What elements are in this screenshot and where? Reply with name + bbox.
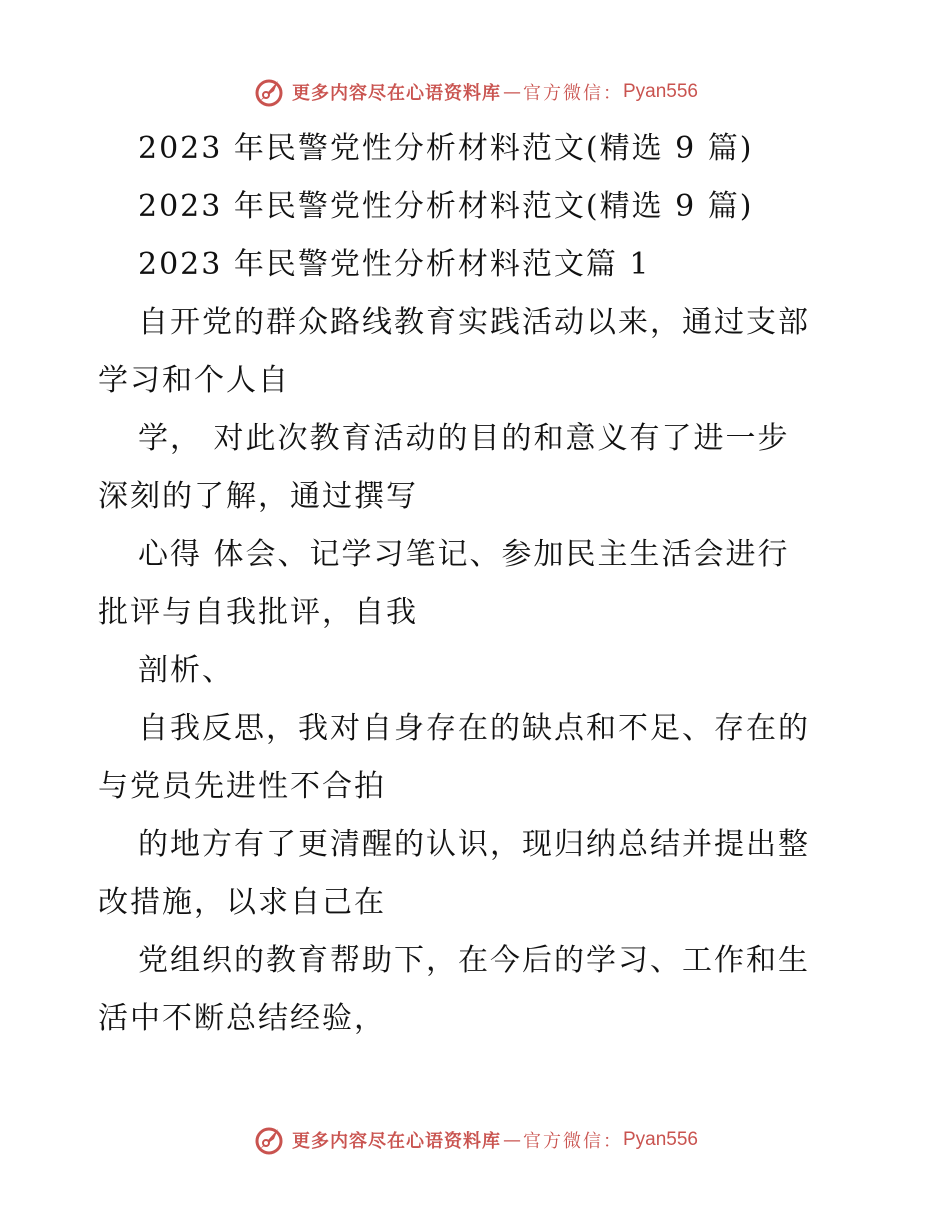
text-line: 活中不断总结经验， bbox=[98, 1001, 386, 1036]
text-line: 学， 对此次教育活动的目的和意义有了进一步 bbox=[138, 421, 790, 456]
text-line: 与党员先进性不合拍 bbox=[98, 769, 386, 804]
text-line: 2023 年民警党性分析材料范文(精选 9 篇) bbox=[138, 131, 754, 166]
watermark-separator: — bbox=[502, 81, 521, 103]
text-line: 深刻的了解，通过撰写 bbox=[98, 479, 418, 514]
quill-pen-icon bbox=[252, 75, 286, 109]
watermark-label: 官方微信： bbox=[522, 1131, 623, 1152]
text-line: 的地方有了更清醒的认识，现归纳总结并提出整 bbox=[138, 827, 810, 862]
watermark-brand: 更多内容尽在心语资料库 bbox=[291, 83, 501, 104]
text-line: 自我反思，我对自身存在的缺点和不足、存在的 bbox=[138, 711, 810, 746]
watermark-label: 官方微信： bbox=[522, 83, 623, 104]
watermark-brand: 更多内容尽在心语资料库 bbox=[291, 1131, 501, 1152]
text-line: 改措施，以求自己在 bbox=[98, 885, 386, 920]
text-line: 心得 体会、记学习笔记、参加民主生活会进行 bbox=[138, 537, 790, 572]
document-body bbox=[98, 120, 858, 1048]
text-line: 2023 年民警党性分析材料范文篇 1 bbox=[138, 247, 651, 282]
text-line: 自开党的群众路线教育实践活动以来，通过支部 bbox=[138, 305, 810, 340]
watermark-handle: Pyan556 bbox=[622, 1129, 698, 1150]
text-line: 剖析、 bbox=[138, 653, 234, 688]
text-line: 学习和个人自 bbox=[98, 363, 290, 398]
text-line: 党组织的教育帮助下，在今后的学习、工作和生 bbox=[138, 943, 810, 978]
header-watermark bbox=[0, 70, 950, 114]
text-line: 2023 年民警党性分析材料范文(精选 9 篇) bbox=[138, 189, 754, 224]
watermark-handle: Pyan556 bbox=[622, 81, 698, 102]
text-line: 批评与自我批评，自我 bbox=[98, 595, 418, 630]
footer-watermark bbox=[0, 1118, 950, 1162]
quill-pen-icon bbox=[252, 1123, 286, 1157]
watermark-separator: — bbox=[502, 1129, 521, 1151]
